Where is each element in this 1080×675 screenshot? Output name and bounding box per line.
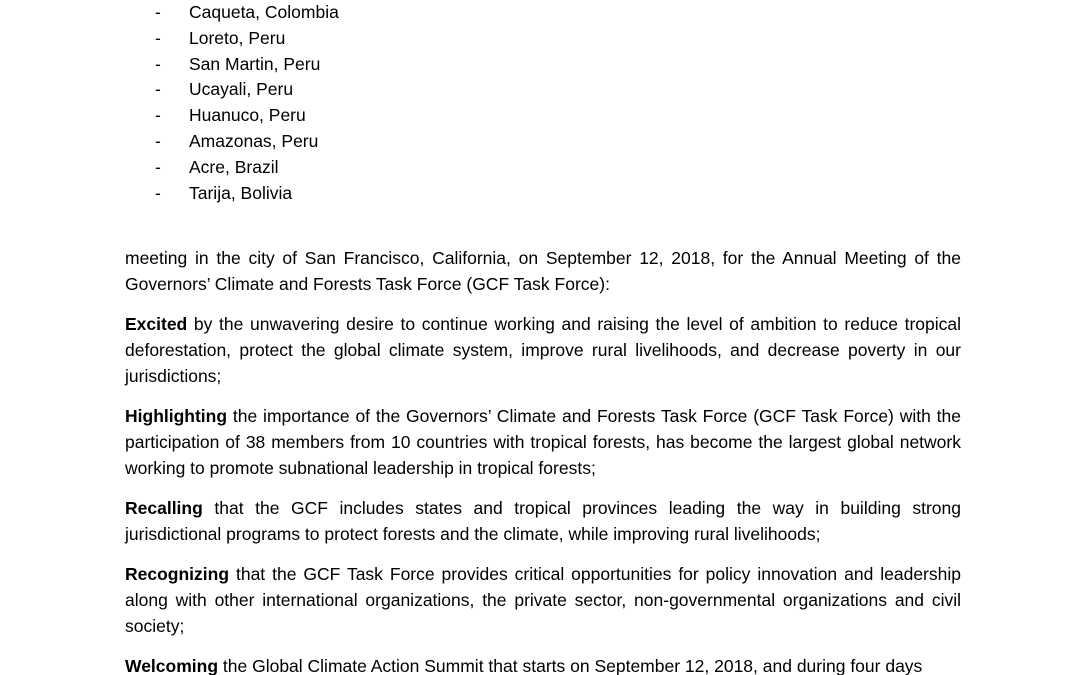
paragraph-lead: Recognizing xyxy=(125,564,230,584)
body-text xyxy=(125,245,961,675)
list-item-text: Acre, Brazil xyxy=(189,156,279,177)
list-dash: - xyxy=(155,156,161,177)
list-item-text: Caqueta, Colombia xyxy=(189,2,339,22)
list-item-text: Ucayali, Peru xyxy=(189,79,294,100)
list-item xyxy=(155,129,339,155)
list-item xyxy=(155,103,339,129)
paragraph-highlighting xyxy=(125,403,961,481)
paragraph-lead: Recalling xyxy=(125,498,203,518)
list-item xyxy=(155,52,339,78)
list-item xyxy=(155,0,339,26)
list-item-text: San Martin, Peru xyxy=(189,53,321,74)
paragraph-recognizing xyxy=(125,561,961,639)
paragraph-text: by the unwavering desire to continue working and raising the level of ambition to reduce tropical deforestation, protect the global climate system, improve rural livelihoods, and decrease poverty in our jurisdictions; xyxy=(125,314,961,386)
list-item xyxy=(155,77,339,103)
list-dash: - xyxy=(155,105,161,126)
paragraph-text: that the GCF includes states and tropical provinces leading the way in building strong jurisdictional programs to protect forests and the climate, while improving rural livelihoods; xyxy=(125,498,961,544)
list-dash: - xyxy=(155,2,161,22)
paragraph-lead: Welcoming xyxy=(125,656,219,675)
list-item xyxy=(155,181,339,207)
paragraph-meeting xyxy=(125,245,961,297)
paragraph-lead: Highlighting xyxy=(125,406,228,426)
paragraph-welcoming xyxy=(125,653,961,675)
jurisdiction-list xyxy=(155,0,339,206)
list-dash: - xyxy=(155,130,161,151)
list-item xyxy=(155,26,339,52)
paragraph-recalling xyxy=(125,495,961,547)
paragraph-text: the Global Climate Action Summit that starts on September 12, 2018, and during four days xyxy=(218,656,923,675)
list-dash: - xyxy=(155,27,161,48)
paragraph-text: the importance of the Governors’ Climate and Forests Task Force (GCF Task Force) with the participation of 38 members from 10 countries with tropical forests, has become the largest global network working to promote subnational leadership in tropical forests; xyxy=(125,406,961,478)
paragraph-excited xyxy=(125,311,961,389)
paragraph-lead: Excited xyxy=(125,314,188,334)
paragraph-text: meeting in the city of San Francisco, California, on September 12, 2018, for the Annual Meeting of the Governors’ Climate and Forests Task Force (GCF Task Force): xyxy=(125,248,961,294)
list-item-text: Loreto, Peru xyxy=(189,27,286,48)
list-item-text: Tarija, Bolivia xyxy=(189,182,293,203)
list-item xyxy=(155,155,339,181)
list-item-text: Huanuco, Peru xyxy=(189,105,306,126)
paragraph-text: that the GCF Task Force provides critical opportunities for policy innovation and leadership along with other international organizations, the private sector, non-governmental organizations and civil society; xyxy=(125,564,961,636)
list-dash: - xyxy=(155,79,161,100)
list-item-text: Amazonas, Peru xyxy=(189,130,319,151)
list-dash: - xyxy=(155,182,161,203)
list-dash: - xyxy=(155,53,161,74)
